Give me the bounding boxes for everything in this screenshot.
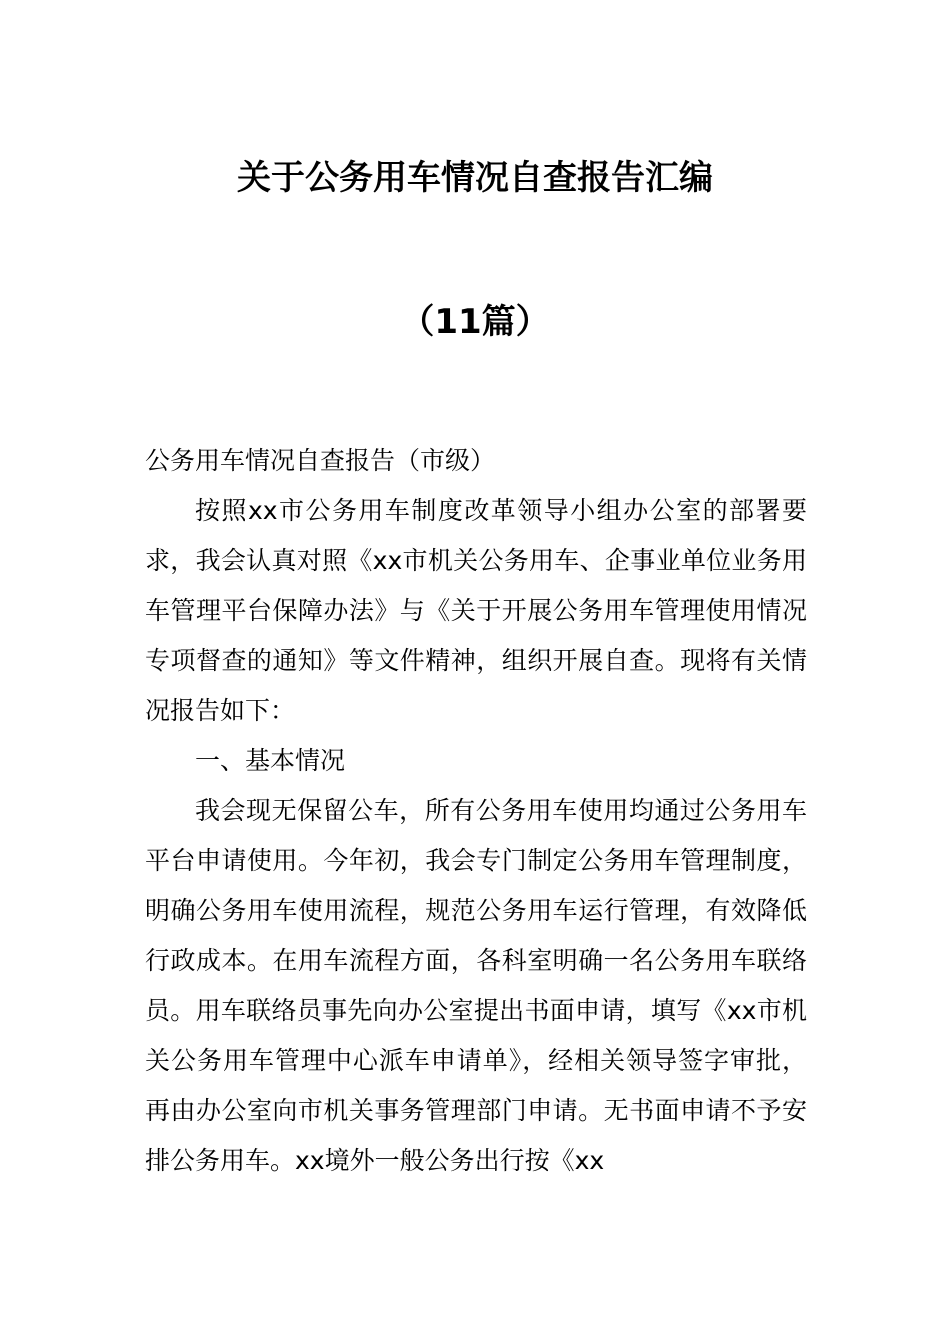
- document-subtitle: （11篇）: [400, 302, 550, 342]
- section-heading: 公务用车情况自查报告（市级）: [145, 446, 496, 475]
- document-title: 关于公务用车情况自查报告汇编: [237, 158, 713, 198]
- paragraph-intro: 按照xx市公务用车制度改革领导小组办公室的部署要求，我会认真对照《xx市机关公务用车、企事业单位业务用车管理平台保障办法》与《关于开展公务用车管理使用情况专项督查的通知》等文件精神，组织开展自查。现将有关情况报告如下：: [145, 496, 807, 725]
- subsection-heading: 一、基本情况: [195, 746, 346, 775]
- paragraph-basic-situation: 我会现无保留公车，所有公务用车使用均通过公务用车平台申请使用。今年初，我会专门制定公务用车管理制度，明确公务用车使用流程，规范公务用车运行管理，有效降低行政成本。在用车流程方面，各科室明确一名公务用车联络员。用车联络员事先向办公室提出书面申请，填写《xx市机关公务用车管理中心派车申请单》，经相关领导签字审批，再由办公室向市机关事务管理部门申请。无书面申请不予安排公务用车。xx境外一般公务出行按《xx: [145, 796, 807, 1175]
- document-body: [145, 436, 807, 1186]
